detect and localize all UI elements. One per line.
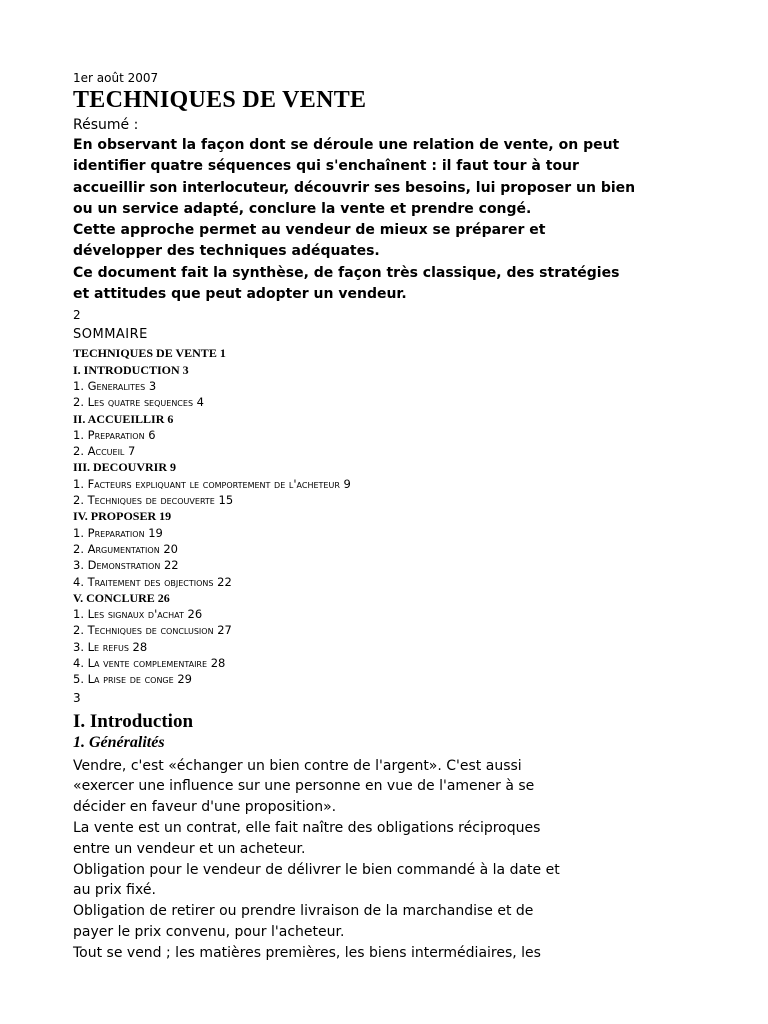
resume-line: développer des techniques adéquates. [73,243,380,260]
body-line: décider en faveur d'une proposition». [73,799,337,816]
body-line: payer le prix convenu, pour l'acheteur. [73,923,345,940]
section-heading: I. Introduction [73,710,194,732]
subsection-heading: 1. Généralités [73,733,165,751]
toc-item: 2. Argumentation 20 [73,541,178,556]
toc-item: 2. Techniques de decouverte 15 [73,493,234,508]
resume-line: En observant la façon dont se déroule une relation de vente, on peut [73,137,620,153]
toc-item: 2. Les quatre sequences 4 [73,395,204,410]
document-date: 1er août 2007 [73,71,159,85]
toc-item: 1. Generalites 3 [73,378,157,393]
toc-item: 1. Facteurs expliquant le comportement de l'acheteur 9 [73,476,351,491]
toc-item: 2. Accueil 7 [73,444,136,459]
resume-line: identifier quatre séquences qui s'enchaînent : il faut tour à tour [73,158,579,175]
page-number: 2 [73,308,81,323]
body-line: entre un vendeur et un acheteur. [73,840,306,857]
body-line: au prix fixé. [73,882,156,899]
toc-item: 1. Les signaux d'achat 26 [73,607,203,622]
toc-item: 2. Techniques de conclusion 27 [73,623,232,638]
toc-section-heading: V. CONCLURE 26 [73,590,170,605]
body-line: Vendre, c'est «échanger un bien contre de l'argent». C'est aussi [73,757,522,774]
resume-line: ou un service adapté, conclure la vente et prendre congé. [73,200,532,217]
body-text [73,756,713,964]
body-line: Obligation de retirer ou prendre livraison de la marchandise et de [73,903,534,920]
table-of-contents [73,345,713,687]
toc-item: 1. Preparation 19 [73,525,163,540]
body-line: La vente est un contrat, elle fait naître des obligations réciproques [73,820,541,836]
toc-item: 1. Preparation 6 [73,427,156,442]
toc-section-heading: TECHNIQUES DE VENTE 1 [73,346,226,361]
toc-item: 5. La prise de conge 29 [73,672,192,687]
body-line: «exercer une influence sur une personne en vue de l'amener à se [73,778,535,795]
toc-section-heading: II. ACCUEILLIR 6 [73,411,174,426]
toc-item: 3. Le refus 28 [73,639,148,654]
document-content [73,68,713,964]
resume-line: Cette approche permet au vendeur de mieux se préparer et [73,222,546,239]
resume-paragraph [73,135,713,305]
toc-item: 4. Traitement des objections 22 [73,574,232,589]
resume-line: Ce document fait la synthèse, de façon très classique, des stratégies [73,264,620,281]
toc-section-heading: IV. PROPOSER 19 [73,509,172,524]
toc-item: 3. Demonstration 22 [73,558,179,573]
body-line: Tout se vend ; les matières premières, les biens intermédiaires, les [73,944,541,961]
toc-item: 4. La vente complementaire 28 [73,656,226,671]
resume-line: accueillir son interlocuteur, découvrir ses besoins, lui proposer un bien [73,179,636,196]
body-line: Obligation pour le vendeur de délivrer le bien commandé à la date et [73,861,560,878]
document-title: TECHNIQUES DE VENTE [73,87,367,113]
toc-section-heading: III. DECOUVRIR 9 [73,460,177,475]
page-number: 3 [73,690,81,705]
toc-section-heading: I. INTRODUCTION 3 [73,362,189,377]
resume-label: Résumé : [73,117,139,133]
resume-line: et attitudes que peut adopter un vendeur. [73,286,407,303]
sommaire-heading: SOMMAIRE [73,327,148,343]
